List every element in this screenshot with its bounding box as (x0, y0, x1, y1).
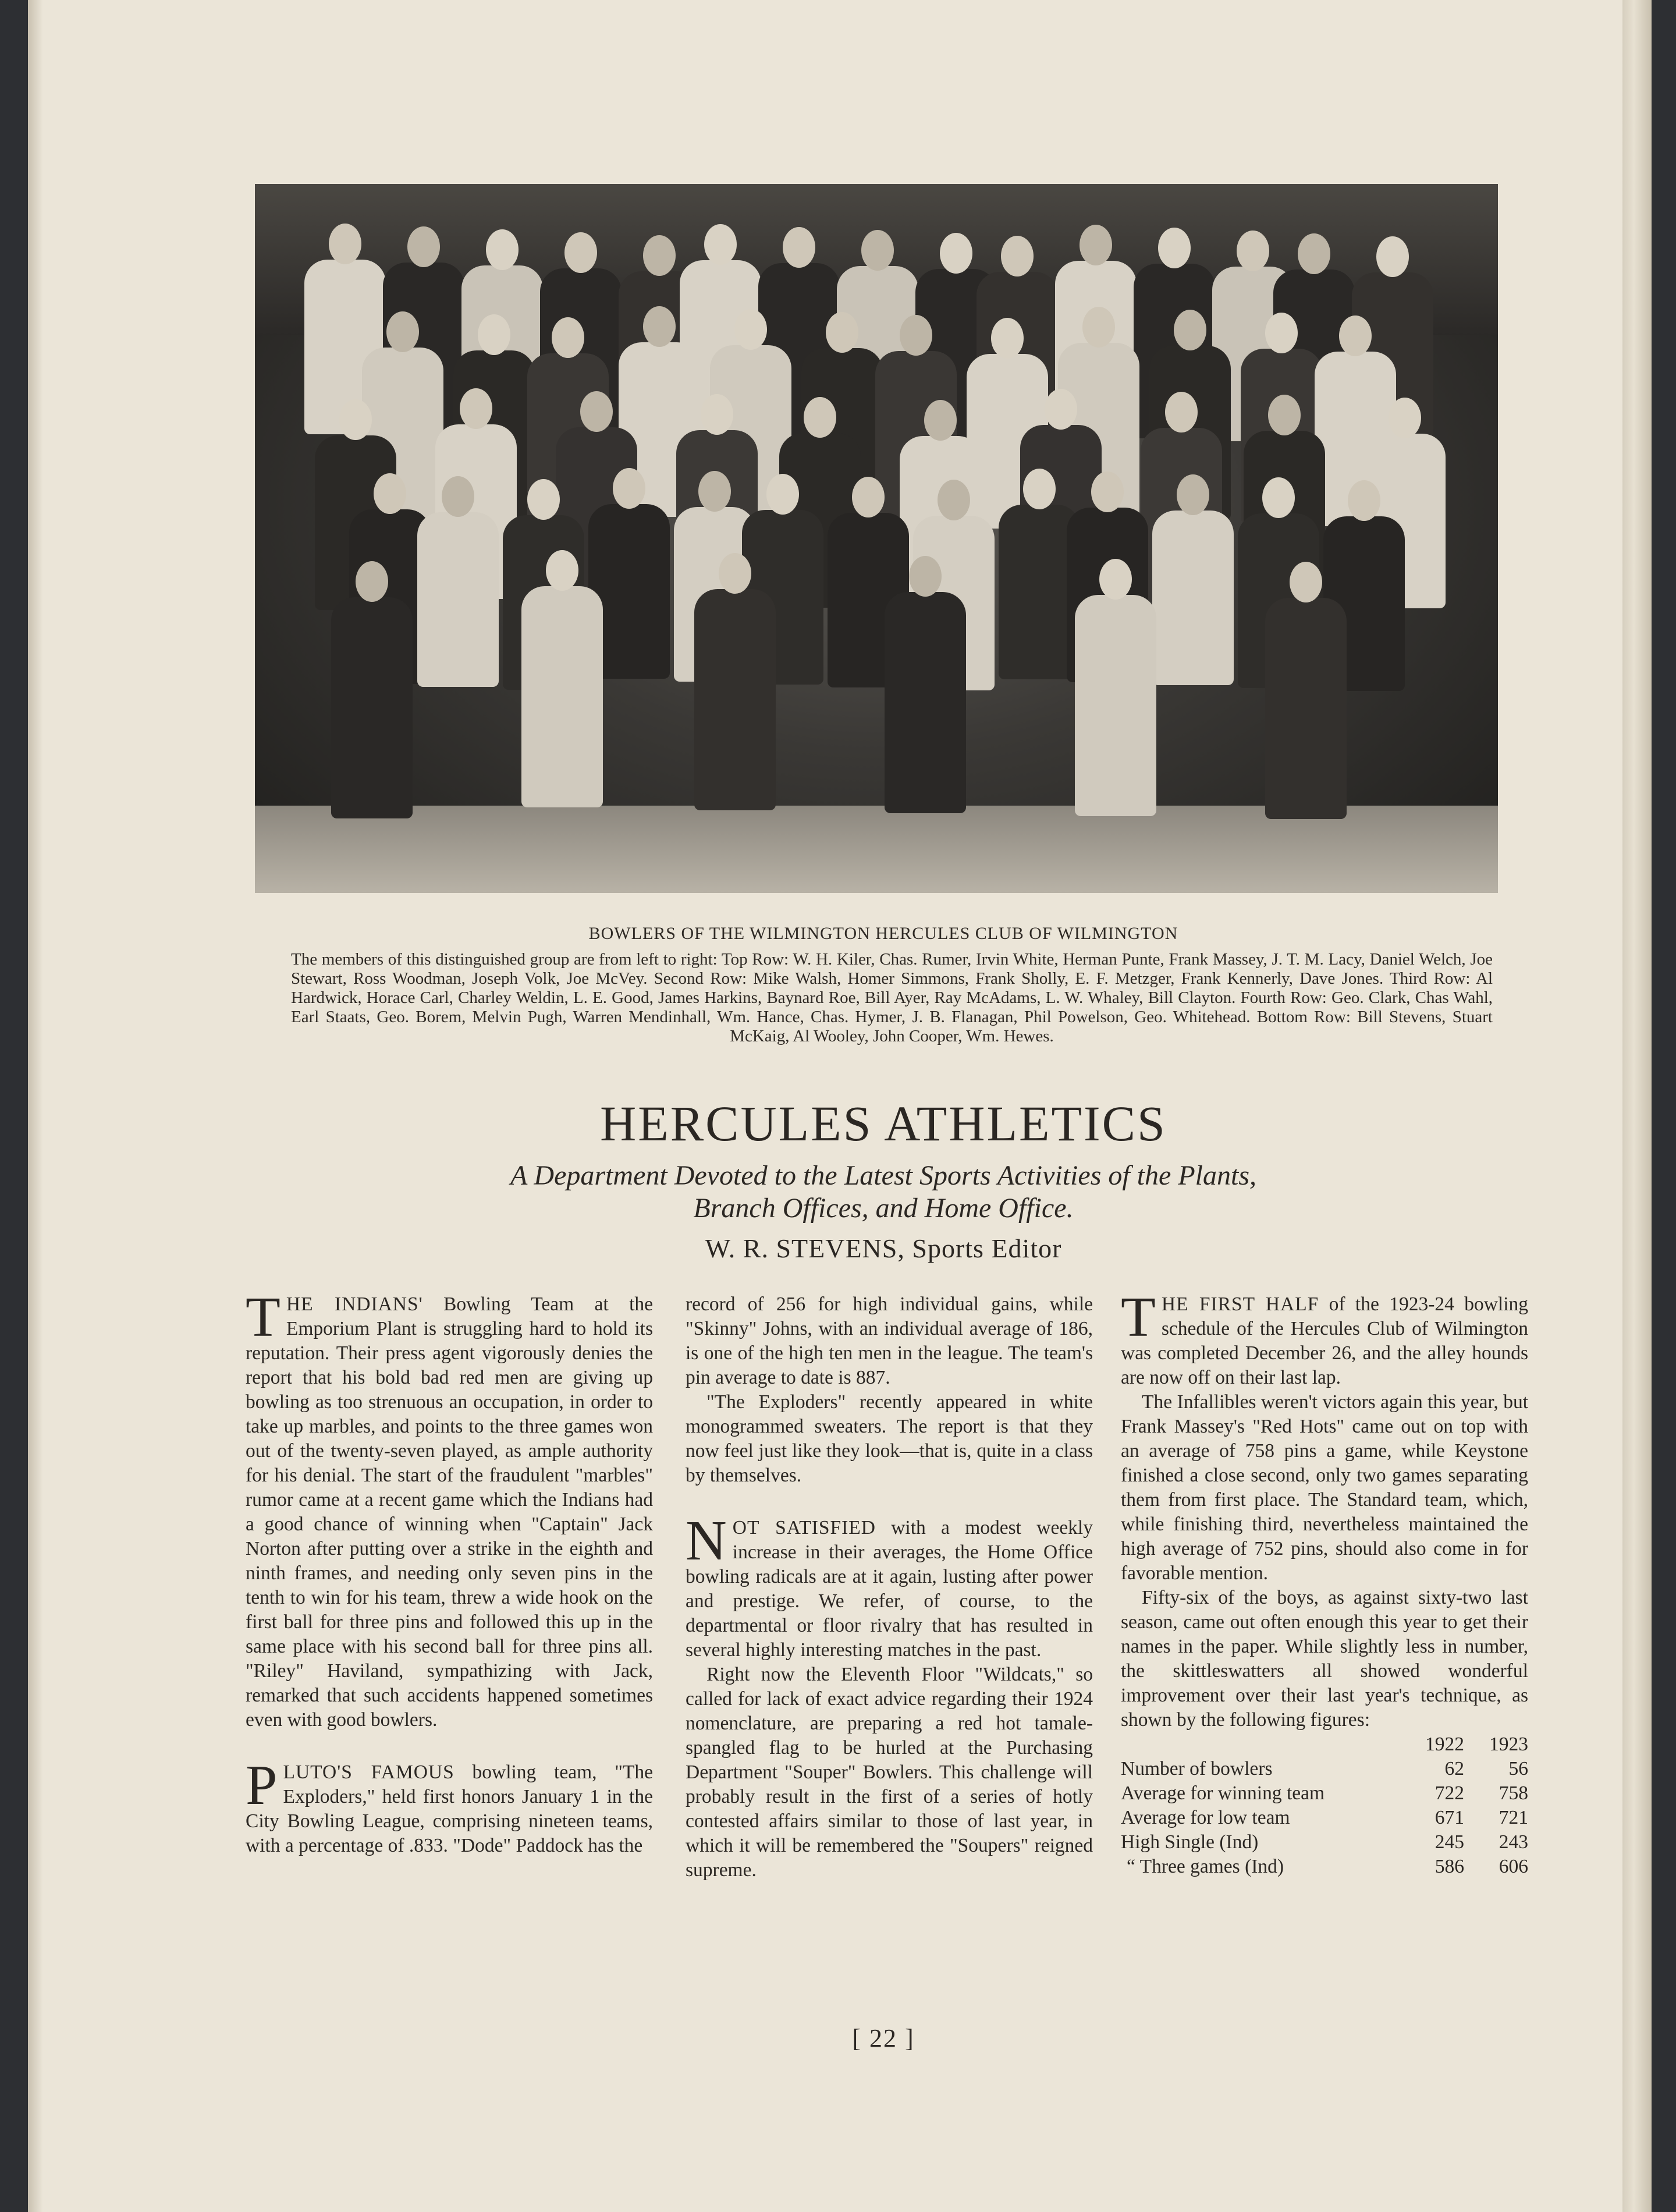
not-satisfied-paragraph (686, 1509, 1093, 1662)
stats-value-cell: 758 (1499, 1782, 1528, 1804)
stats-value-cell: 243 (1499, 1831, 1528, 1853)
photo-person-head (1080, 225, 1112, 265)
photo-person-head (478, 314, 510, 355)
stats-row (1121, 1781, 1528, 1806)
lead-in: LUTO'S FAMOUS (283, 1761, 454, 1783)
drop-cap: T (246, 1286, 280, 1349)
photo-person-head (1339, 316, 1372, 356)
photo-person-head (527, 479, 560, 520)
stats-row (1121, 1757, 1528, 1781)
photo-person-head (1174, 310, 1206, 350)
stats-table-body (1121, 1732, 1528, 1879)
photo-person-head (339, 399, 372, 440)
article-column-1 (246, 1286, 654, 1858)
photo-person-head (1389, 398, 1421, 438)
group-photograph (255, 184, 1498, 893)
photo-person-head (407, 226, 440, 267)
photo-person-head (852, 477, 885, 517)
photo-person-head (643, 235, 676, 276)
paragraph-text: Bowling Team at the Emporium Plant is struggling hard to hold its reputation. Their press agent vigorously denies the report that his bold bad red men are giving up bowling as too strenuous an occupation, in order to take up marbles, and points to the three games won out of the twenty-seven played, as ample authority for his denial. The start of the fraudulent "marbles" rumor came at a recent game which the Indians had a good chance of winning when "Captain" Jack Norton after putting over a strike in the eighth and ninth frames, and needing only seven pins in the tenth to win for his team, threw a wide hook on the first ball for three pins and followed this up in the same place with his second ball for three pins all. "Riley" Haviland, sympathizing with Jack, remarked that such accidents happened sometimes even with good bowlers. (246, 1293, 654, 1731)
lead-in: HE FIRST HALF (1161, 1293, 1319, 1315)
photo-person-head (643, 306, 676, 347)
paragraph-text: Fifty-six of the boys, as against sixty-two last season, came out often enough this year to get their names in the paper. While slightly less in number, the skittleswatters all showed wonderful improvement over their last year's technique, as shown by the following figures: (1121, 1587, 1528, 1731)
photo-person-body (1265, 598, 1347, 819)
photo-person-head (546, 550, 578, 591)
photo-person-head (329, 224, 361, 264)
photo-person-head (1091, 472, 1124, 512)
stats-value-cell: 1923 (1489, 1734, 1528, 1755)
stats-value-cell: 586 (1434, 1856, 1464, 1877)
drop-cap: N (686, 1509, 727, 1572)
photo-person-head (704, 224, 737, 265)
bowling-stats-table (1121, 1732, 1528, 1879)
photo-person-head (1262, 477, 1295, 518)
paragraph-text: record of 256 for high individual gains, while "Skinny" Johns, with an individual average of 186, is one of the high ten men in the league. The team's pin average to date is 887. (686, 1293, 1093, 1388)
photo-person-head (940, 233, 972, 274)
photo-person-body (417, 512, 499, 687)
photo-person-head (564, 232, 597, 273)
photo-person-head (1099, 559, 1132, 600)
photo-person-head (442, 476, 474, 517)
drop-cap: T (1121, 1286, 1156, 1349)
magazine-page (28, 0, 1652, 2212)
photo-person-head (580, 391, 613, 432)
stats-label-cell (1121, 1732, 1400, 1757)
page-title: HERCULES ATHLETICS (600, 1096, 1167, 1151)
photo-person-body (331, 597, 413, 818)
photo-person-head (719, 553, 751, 594)
first-half-paragraph (1121, 1286, 1528, 1390)
sports-editor-byline: W. R. STEVENS, Sports Editor (705, 1233, 1062, 1263)
photo-caption-body: The members of this distinguished group are from left to right: Top Row: W. H. Kiler, Chas. Rumer, Irvin White, Herman Punte, Frank Massey, J. T. M. Lacy, Daniel Welch, Joe Stewart, Ross Woodman, Joseph Volk, Joe McVey. Second Row: Mike Walsh, Homer Simmons, Frank Sholly, E. F. Metzger, Frank Kennerly, Dave Jones. Third Row: Al Hardwick, Horace Carl, Charley Weldin, L. E. Good, James Harkins, Baynard Roe, Bill Ayer, Ray McAdams, L. W. Whaley, Bill Clayton. Fourth Row: Geo. Clark, Chas Wahl, Earl Staats, Geo. Borem, Melvin Pugh, Warren Mendinhall, Wm. Hance, Chas. Hymer, J. B. Flanagan, Phil Powelson, Geo. Whitehead. Bottom Row: Bill Stevens, Stuart McKaig, Al Wooley, John Cooper, Wm. Hewes. (291, 950, 1493, 1045)
photo-person-head (386, 311, 419, 352)
photo-person-head (552, 317, 584, 358)
photo-person-head (734, 309, 767, 350)
photo-person-head (1290, 562, 1322, 602)
photo-person-body (694, 589, 776, 810)
photo-person-body (1075, 595, 1156, 816)
page-subtitle (377, 1160, 1390, 1225)
photo-person-head (783, 227, 815, 268)
photo-person-head (900, 315, 932, 356)
stats-label-cell: Average for winning team (1121, 1782, 1325, 1804)
article-column-3 (1121, 1286, 1528, 1879)
page-number: [ 22 ] (852, 2024, 915, 2053)
stats-row (1121, 1855, 1528, 1879)
paragraph-text: "The Exploders" recently appeared in white monogrammed sweaters. The report is that they now feel just like they look—that is, quite in a class by themselves. (686, 1391, 1093, 1486)
stats-value-cell: 722 (1434, 1782, 1464, 1804)
photo-person-body (885, 592, 966, 813)
stats-value-cell: 606 (1499, 1856, 1528, 1877)
stats-label-cell: “ Three games (Ind) (1127, 1856, 1284, 1877)
paragraph-text: with a modest weekly increase in their averages, the Home Office bowling radicals are at it again, lusting after power and prestige. We refer, of course, to the departmental or floor rivalry that has resulted in several highly interesting matches in the past. (686, 1517, 1093, 1661)
photo-person-head (1376, 236, 1409, 277)
stats-value-cell: 245 (1434, 1831, 1464, 1853)
paragraph-text: of the 1923-24 bowling schedule of the Hercules Club of Wilmington was completed December 26, and the alley hounds are now off on their last lap. (1121, 1293, 1528, 1388)
photo-person-head (1045, 389, 1077, 430)
photo-person-head (1158, 228, 1191, 268)
stats-row (1121, 1830, 1528, 1855)
photo-person-head (1165, 392, 1198, 433)
stats-value-cell: 1922 (1425, 1734, 1464, 1755)
photo-person-head (826, 312, 858, 353)
photo-person-head (1265, 313, 1298, 353)
photo-person-head (1348, 480, 1380, 521)
photo-person-head (1082, 307, 1115, 348)
stats-value-cell: 62 (1444, 1758, 1464, 1779)
photo-person-head (991, 318, 1024, 359)
paragraph-text: The Infallibles weren't victors again this year, but Frank Massey's "Red Hots" came out on top with an average of 758 pins a game, while Keystone finished a close second, only two games separating them from first place. The Standard team, which, while finishing third, nevertheless maintained the high average of 752 pins, should also come in for favorable mention. (1121, 1391, 1528, 1584)
paragraph-text: Right now the Eleventh Floor "Wildcats," so called for lack of exact advice regarding their 1924 nomenclature, are preparing a red hot tamale-spangled flag to be hurled at the Purchasing Department "Souper" Bowlers. This challenge will probably result in the first of a series of hotly contested affairs similar to those of last year, in which it will be remembered the "Soupers" reigned supreme. (686, 1664, 1093, 1881)
photo-person-head (613, 468, 645, 509)
photo-person-head (1001, 236, 1034, 276)
article-column-2 (686, 1292, 1093, 1883)
photo-person-head (1237, 231, 1269, 271)
photo-person-body (1152, 511, 1234, 685)
pluto-paragraph (246, 1754, 653, 1858)
lead-in: HE INDIANS' (286, 1293, 423, 1315)
stats-label-cell: Number of bowlers (1121, 1758, 1273, 1779)
stats-value-cell: 721 (1499, 1807, 1528, 1828)
photo-person-head (766, 474, 799, 515)
page-binding (28, 0, 43, 2212)
lead-in: OT SATISFIED (732, 1517, 876, 1539)
section-gap (686, 1488, 1093, 1516)
photo-person-head (938, 480, 970, 520)
photo-person-head (698, 471, 731, 512)
photo-person-head (701, 394, 733, 435)
photo-person-head (1177, 474, 1209, 515)
photo-person-head (356, 561, 388, 602)
photo-person-body (521, 586, 603, 807)
stats-value-cell: 56 (1508, 1758, 1528, 1779)
facing-page-edge (1622, 0, 1652, 2212)
subtitle-line-2: Branch Offices, and Home Office. (693, 1193, 1074, 1224)
stats-value-cell: 671 (1434, 1807, 1464, 1828)
drop-cap: P (246, 1754, 278, 1817)
stats-label-cell: Average for low team (1121, 1807, 1290, 1828)
photo-person-head (1023, 469, 1056, 509)
photo-person-head (909, 556, 942, 597)
stats-header-row (1121, 1732, 1528, 1757)
photo-person-head (460, 388, 492, 429)
photo-person-head (374, 473, 406, 514)
photo-person-head (1298, 233, 1330, 274)
photo-person-head (486, 229, 519, 270)
section-gap (246, 1732, 653, 1760)
photo-person-head (804, 397, 836, 438)
indians-paragraph (246, 1286, 654, 1732)
photo-person-head (1268, 395, 1301, 435)
photo-person-head (924, 400, 957, 441)
stats-row (1121, 1806, 1528, 1830)
stats-label-cell: High Single (Ind) (1121, 1831, 1259, 1853)
paragraph-text: bowling team, "The Exploders," held first honors January 1 in the City Bowling League, comprising nineteen teams, with a percentage of .833. "Dode" Paddock has the (246, 1761, 653, 1856)
photo-caption-title: BOWLERS OF THE WILMINGTON HERCULES CLUB OF WILMINGTON (588, 924, 1178, 943)
photo-person-head (861, 230, 894, 271)
subtitle-line-1: A Department Devoted to the Latest Sports Activities of the Plants, (510, 1160, 1257, 1191)
